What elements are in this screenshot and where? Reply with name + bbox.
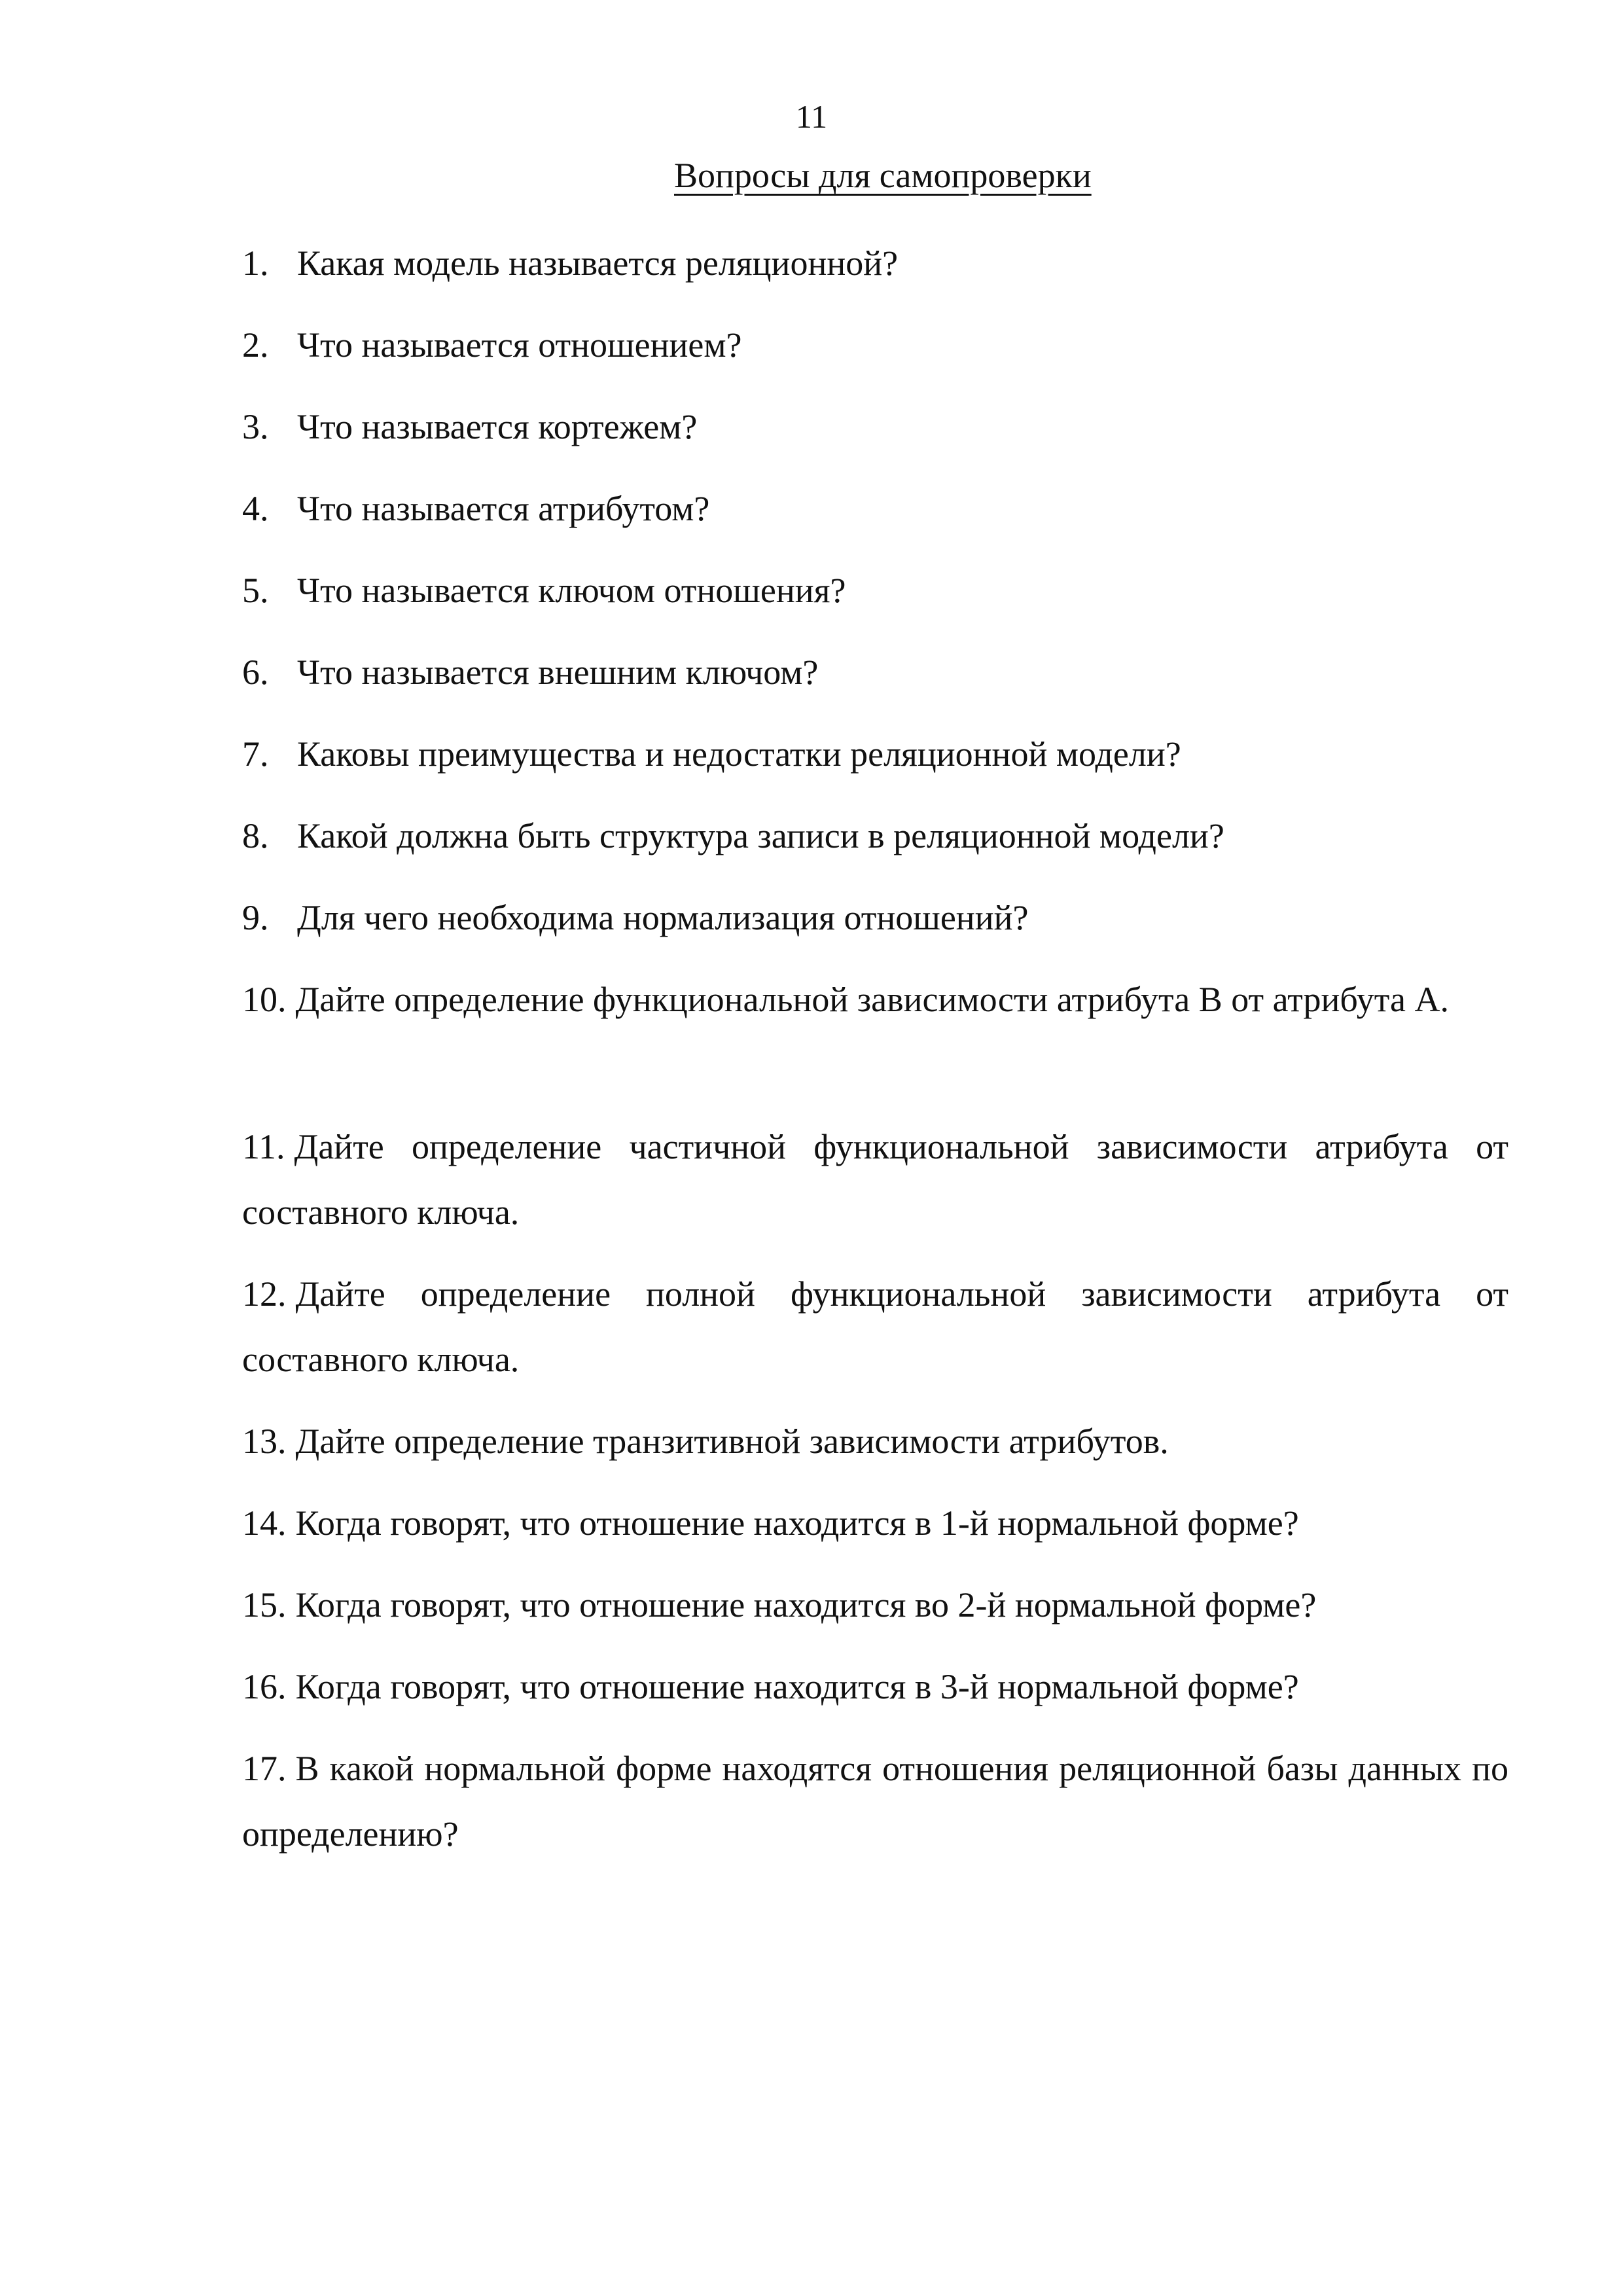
question-number: 3. — [242, 407, 269, 446]
question-9 — [242, 885, 1508, 950]
question-12 — [242, 1261, 1508, 1392]
question-text: Для чего необходима нормализация отношений? — [297, 898, 1029, 937]
question-text: Какая модель называется реляционной? — [297, 243, 899, 283]
question-number: 4. — [242, 489, 269, 528]
question-text: Дайте определение частичной функциональной зависимости атрибута от составного ключа. — [242, 1127, 1508, 1232]
question-number: 9. — [242, 898, 269, 937]
question-text: Каковы преимущества и недостатки реляционной модели? — [297, 734, 1181, 774]
question-text: Когда говорят, что отношение находится в 1-й нормальной форме? — [295, 1503, 1299, 1543]
question-number: 1. — [242, 243, 269, 283]
question-number: 17. — [242, 1749, 287, 1788]
question-14 — [242, 1490, 1508, 1556]
question-number: 15. — [242, 1585, 287, 1624]
question-13 — [242, 1408, 1508, 1474]
question-5 — [242, 558, 1508, 623]
question-text: Дайте определение транзитивной зависимости атрибутов. — [295, 1422, 1169, 1461]
question-text: В какой нормальной форме находятся отношения реляционной базы данных по определению? — [242, 1749, 1508, 1854]
question-number: 10. — [242, 980, 287, 1019]
question-text: Когда говорят, что отношение находится в 3-й нормальной форме? — [295, 1667, 1299, 1706]
question-number: 6. — [242, 653, 269, 692]
question-2 — [242, 312, 1508, 378]
question-number: 12. — [242, 1274, 287, 1314]
question-number: 16. — [242, 1667, 287, 1706]
question-number: 11. — [242, 1127, 285, 1166]
question-number: 2. — [242, 325, 269, 365]
question-text: Когда говорят, что отношение находится во 2-й нормальной форме? — [295, 1585, 1317, 1624]
page-number: 11 — [795, 98, 828, 135]
question-17 — [242, 1736, 1508, 1867]
question-4 — [242, 476, 1508, 541]
question-16 — [242, 1654, 1508, 1719]
question-text: Дайте определение полной функциональной зависимости атрибута от составного ключа. — [242, 1274, 1508, 1379]
question-text: Что называется ключом отношения? — [297, 571, 846, 610]
page-heading: Вопросы для самопроверки — [674, 156, 1092, 195]
question-3 — [242, 394, 1508, 459]
question-6 — [242, 639, 1508, 705]
question-number: 5. — [242, 571, 269, 610]
question-text: Дайте определение функциональной зависимости атрибута В от атрибута А. — [295, 980, 1450, 1019]
question-number: 8. — [242, 816, 269, 855]
question-number: 13. — [242, 1422, 287, 1461]
question-text: Что называется атрибутом? — [297, 489, 710, 528]
question-1 — [242, 230, 1508, 296]
question-number: 14. — [242, 1503, 287, 1543]
question-8 — [242, 803, 1508, 869]
question-7 — [242, 721, 1508, 787]
question-text: Что называется внешним ключом? — [297, 653, 819, 692]
question-11 — [242, 1114, 1508, 1245]
question-text: Какой должна быть структура записи в реляционной модели? — [297, 816, 1224, 855]
question-text: Что называется отношением? — [297, 325, 742, 365]
question-number: 7. — [242, 734, 269, 774]
question-10 — [242, 967, 1508, 1032]
question-15 — [242, 1572, 1508, 1638]
question-text: Что называется кортежем? — [297, 407, 698, 446]
